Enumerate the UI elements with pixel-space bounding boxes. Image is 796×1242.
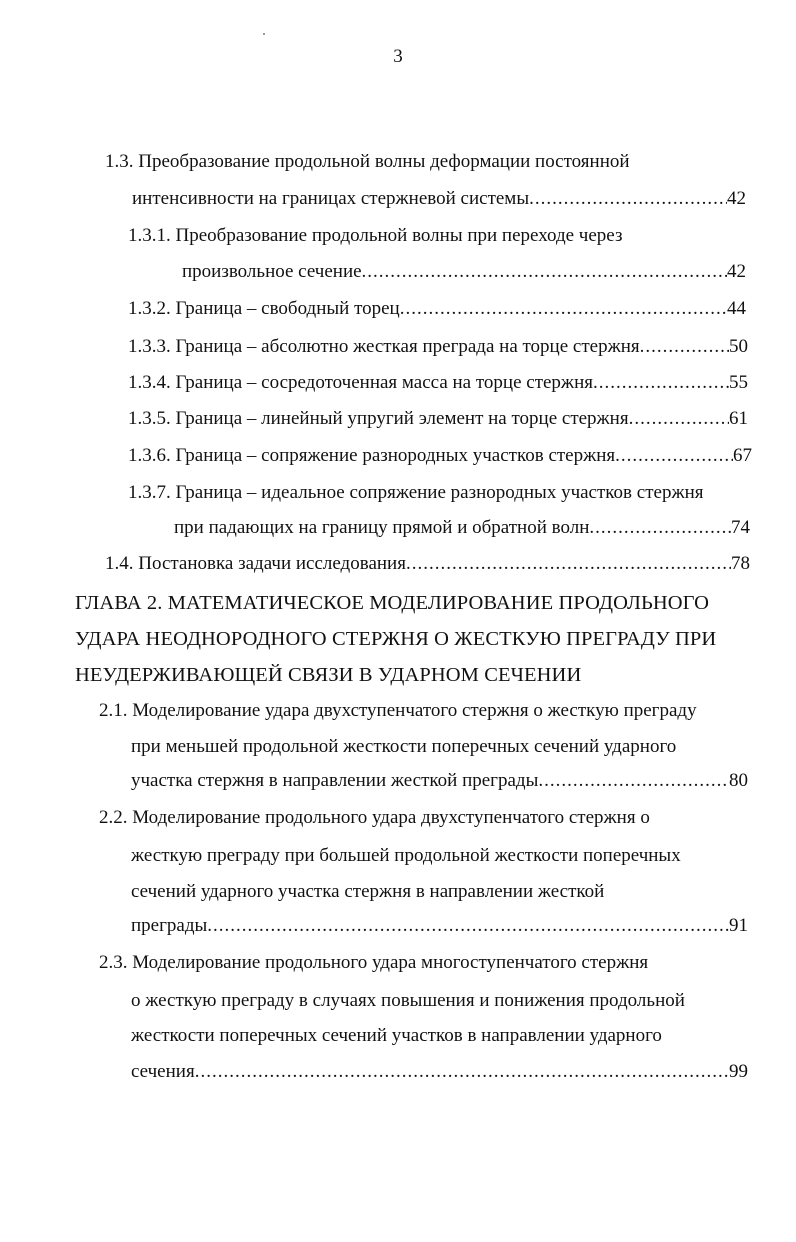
toc-entry-1-3-4 (128, 371, 748, 395)
toc-entry-1-3-2 (128, 297, 746, 321)
toc-entry-1-3-line1: 1.3. Преобразование продольной волны деформации постоянной (105, 151, 630, 172)
toc-entry-2-1-line2: при меньшей продольной жесткости поперечных сечений ударного (131, 736, 677, 757)
toc-entry-1-3-6 (128, 444, 752, 468)
dot-leader (615, 444, 733, 468)
dot-leader (640, 335, 729, 359)
toc-entry-text: интенсивности на границах стержневой системы (132, 188, 530, 209)
dot-leader (629, 407, 729, 431)
dot-leader (207, 914, 729, 938)
chapter-2-heading-line2: УДАРА НЕОДНОРОДНОГО СТЕРЖНЯ О ЖЕСТКУЮ ПРЕГРАДУ ПРИ (75, 628, 717, 650)
dot-leader (538, 769, 729, 793)
toc-entry-text: преграды (131, 915, 208, 936)
toc-entry-1-3-7-line1: 1.3.7. Граница – идеальное сопряжение разнородных участков стержня (128, 482, 704, 503)
toc-entry-1-3-1-line2 (182, 260, 746, 284)
toc-entry-text: произвольное сечение (182, 261, 362, 282)
toc-entry-text: 1.3.4. Граница – сосредоточенная масса на торце стержня (128, 372, 593, 393)
toc-entry-1-4 (105, 552, 750, 576)
dot-leader (406, 552, 731, 576)
toc-entry-text: 1.4. Постановка задачи исследования (105, 553, 406, 574)
toc-entry-text: при падающих на границу прямой и обратной волн (174, 517, 590, 538)
toc-page-number: 74 (731, 517, 750, 538)
toc-entry-1-3-5 (128, 407, 748, 431)
dot-leader (362, 260, 727, 284)
toc-entry-1-3-7-line2 (174, 516, 750, 540)
toc-page-number: 55 (729, 372, 748, 393)
dot-leader (589, 516, 731, 540)
toc-entry-2-2-line1: 2.2. Моделирование продольного удара двухступенчатого стержня о (99, 807, 650, 828)
toc-entry-text: сечения (131, 1061, 195, 1082)
toc-page-number: 91 (729, 915, 748, 936)
toc-entry-1-3-line2 (132, 187, 746, 211)
toc-page-number: 42 (727, 261, 746, 282)
dot-leader (400, 297, 727, 321)
toc-page-number: 44 (727, 298, 746, 319)
dot-leader (529, 187, 727, 211)
toc-entry-text: 1.3.6. Граница – сопряжение разнородных участков стержня (128, 445, 616, 466)
toc-page-number: 42 (727, 188, 746, 209)
toc-entry-2-3-line3: жесткости поперечных сечений участков в направлении ударного (131, 1025, 662, 1046)
dot-leader (195, 1060, 729, 1084)
toc-entry-2-1-line3 (131, 769, 748, 793)
toc-entry-2-3-line4 (131, 1060, 748, 1084)
scan-speck (263, 33, 265, 35)
page-number: 3 (393, 46, 403, 67)
toc-page-number: 99 (729, 1061, 748, 1082)
dot-leader (593, 371, 729, 395)
toc-entry-2-2-line4 (131, 914, 748, 938)
toc-entry-text: 1.3.5. Граница – линейный упругий элемент на торце стержня (128, 408, 629, 429)
toc-entry-2-3-line2: о жесткую преграду в случаях повышения и понижения продольной (131, 990, 685, 1011)
chapter-2-heading-line3: НЕУДЕРЖИВАЮЩЕЙ СВЯЗИ В УДАРНОМ СЕЧЕНИИ (75, 664, 582, 686)
toc-entry-2-1-line1: 2.1. Моделирование удара двухступенчатого стержня о жесткую преграду (99, 700, 697, 721)
chapter-2-heading-line1: ГЛАВА 2. МАТЕМАТИЧЕСКОЕ МОДЕЛИРОВАНИЕ ПРОДОЛЬНОГО (75, 592, 709, 614)
toc-entry-text: 1.3.2. Граница – свободный торец (128, 298, 400, 319)
toc-page-number: 78 (731, 553, 750, 574)
toc-entry-2-3-line1: 2.3. Моделирование продольного удара многоступенчатого стержня (99, 952, 649, 973)
toc-entry-2-2-line2: жесткую преграду при большей продольной жесткости поперечных (131, 845, 681, 866)
toc-entry-2-2-line3: сечений ударного участка стержня в направлении жесткой (131, 881, 605, 902)
toc-entry-1-3-3 (128, 335, 748, 359)
toc-entry-text: участка стержня в направлении жесткой преграды (131, 770, 539, 791)
toc-entry-1-3-1-line1: 1.3.1. Преобразование продольной волны при переходе через (128, 225, 623, 246)
toc-entry-text: 1.3.3. Граница – абсолютно жесткая преграда на торце стержня (128, 336, 640, 357)
toc-page-number: 61 (729, 408, 748, 429)
toc-page-number: 67 (733, 445, 752, 466)
toc-page-number: 80 (729, 770, 748, 791)
toc-page-number: 50 (729, 336, 748, 357)
